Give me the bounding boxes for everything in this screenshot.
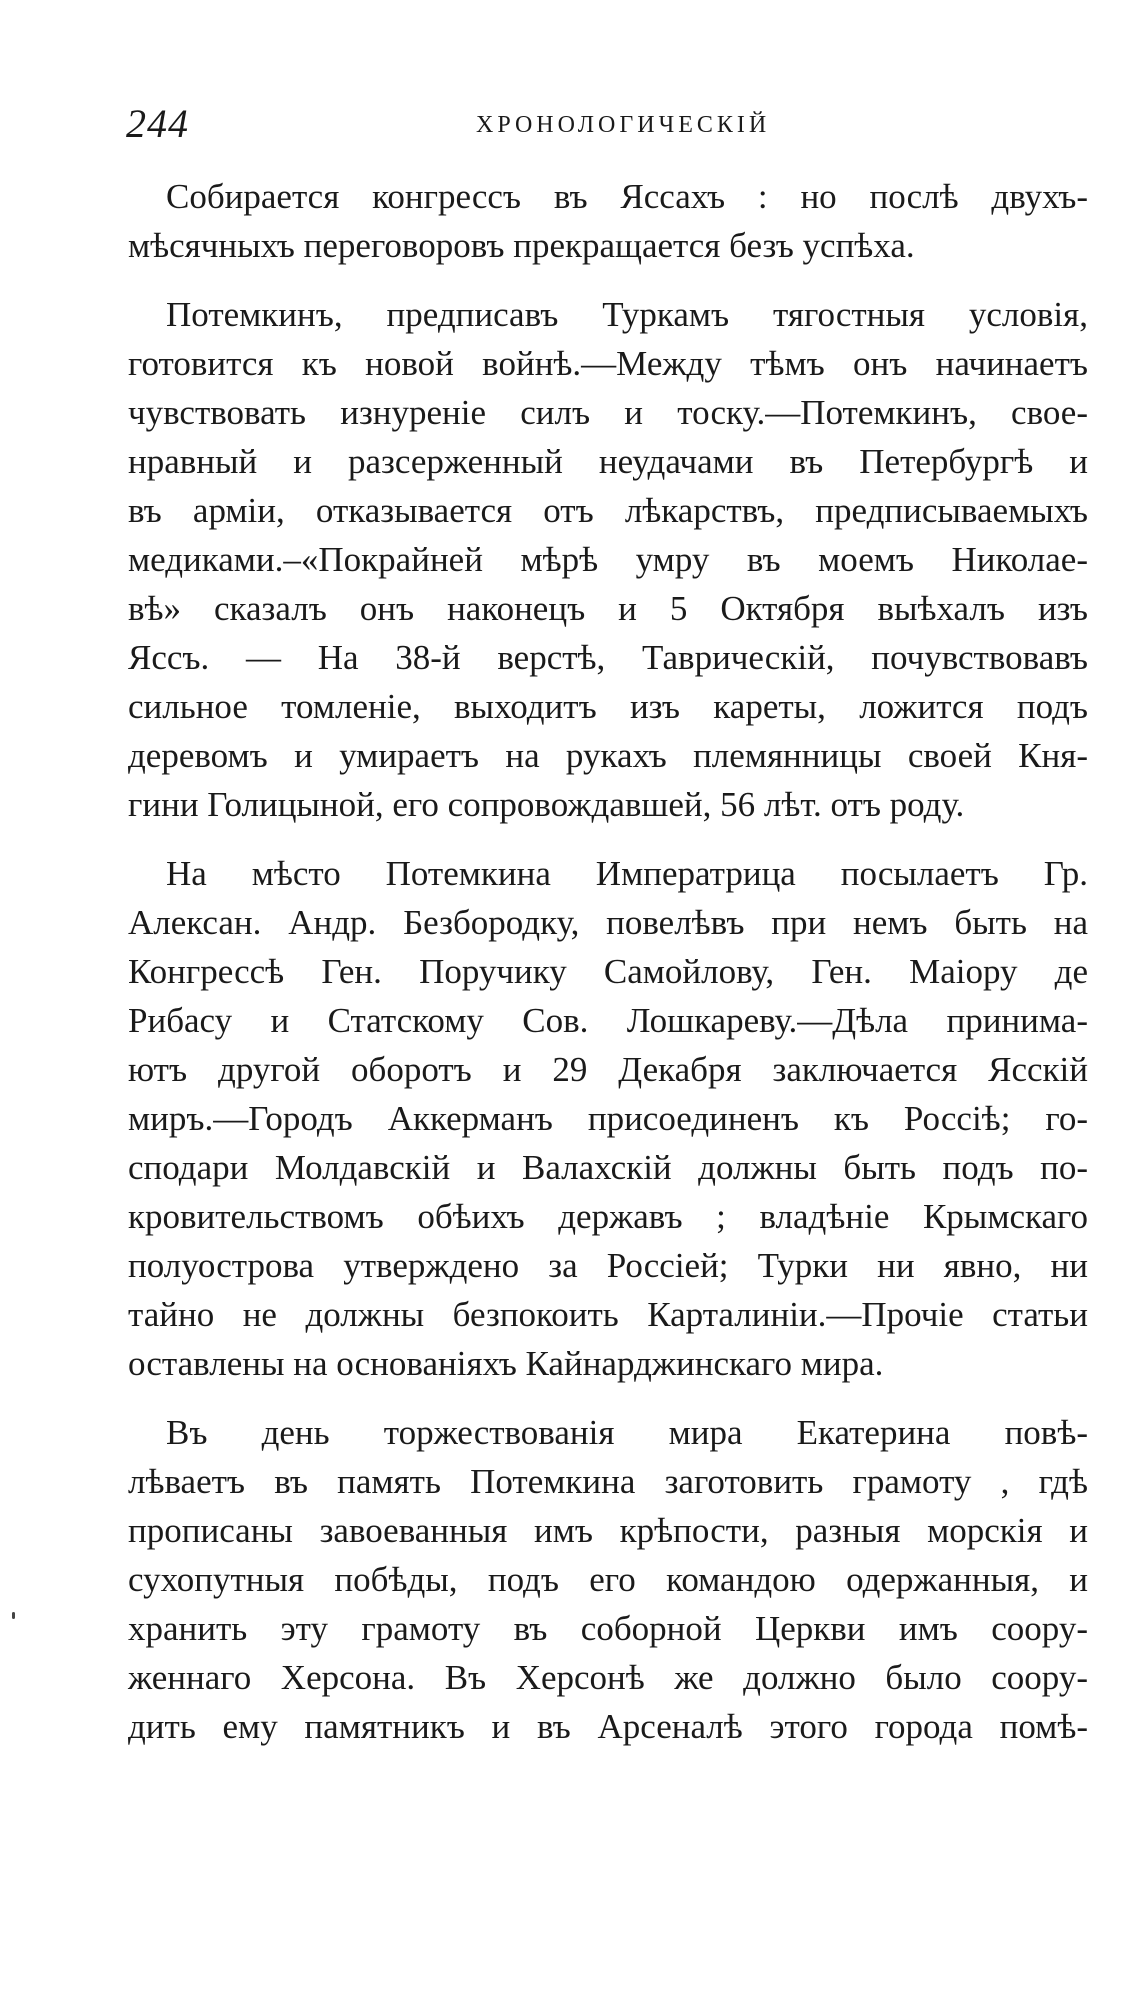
text-line: сухопутныя побѣды, подъ его командою одержанныя, и — [128, 1560, 1088, 1599]
page-header — [126, 100, 1086, 150]
text-line: нравный и разсерженный неудачами въ Петербургѣ и — [128, 442, 1088, 481]
text-line: въ арміи, отказывается отъ лѣкарствъ, предписываемыхъ — [128, 491, 1088, 530]
text-line: прописаны завоеванныя имъ крѣпости, разныя морскія и — [128, 1511, 1088, 1550]
text-line: Рибасу и Статскому Сов. Лошкареву.—Дѣла принима- — [128, 1001, 1088, 1040]
text-line: Потемкинъ, предписавъ Туркамъ тягостныя условія, — [166, 295, 1088, 334]
text-line: Собирается конгрессъ въ Яссахъ : но послѣ двухъ- — [166, 177, 1088, 216]
text-line: деревомъ и умираетъ на рукахъ племянницы своей Кня- — [128, 736, 1088, 775]
text-line: готовится къ новой войнѣ.—Между тѣмъ онъ начинаетъ — [128, 344, 1088, 383]
text-line: сильное томленіе, выходитъ изъ кареты, ложится подъ — [128, 687, 1088, 726]
text-line: оставлены на основаніяхъ Кайнарджинскаго мира. — [128, 1344, 884, 1383]
text-line: полуострова утверждено за Россіей; Турки ни явно, ни — [128, 1246, 1088, 1285]
text-line: сподари Молдавскій и Валахскій должны быть подъ по- — [128, 1148, 1088, 1187]
text-line: Алексан. Андр. Безбородку, повелѣвъ при немъ быть на — [128, 903, 1088, 942]
text-line: Яссъ. — На 38-й верстѣ, Таврическій, почувствовавъ — [128, 638, 1088, 677]
text-line: миръ.—Городъ Аккерманъ присоединенъ къ Россіѣ; го- — [128, 1099, 1088, 1138]
page-number: 244 — [126, 101, 189, 146]
paragraph-1 — [128, 172, 1088, 270]
text-line: ютъ другой оборотъ и 29 Декабря заключается Ясскій — [128, 1050, 1088, 1089]
paragraph-4 — [128, 1408, 1088, 1751]
print-speck — [12, 1612, 15, 1619]
paragraph-3 — [128, 849, 1088, 1388]
text-line: женнаго Херсона. Въ Херсонѣ же должно было соору- — [128, 1658, 1088, 1697]
text-line: На мѣсто Потемкина Императрица посылаетъ Гр. — [166, 854, 1088, 893]
text-line: мѣсячныхъ переговоровъ прекращается безъ успѣха. — [128, 226, 915, 265]
text-line: вѣ» сказалъ онъ наконецъ и 5 Октября выѣхалъ изъ — [128, 589, 1088, 628]
text-line: лѣваетъ въ память Потемкина заготовить грамоту , гдѣ — [128, 1462, 1088, 1501]
text-line: медиками.–«Покрайней мѣрѣ умру въ моемъ Николае- — [128, 540, 1088, 579]
text-line: гини Голицыной, его сопровождавшей, 56 лѣт. отъ роду. — [128, 785, 965, 824]
paragraph-2 — [128, 290, 1088, 829]
running-head: ХРОНОЛОГИЧЕСКІЙ — [476, 112, 771, 138]
text-line: чувствовать изнуреніе силъ и тоску.—Потемкинъ, свое- — [128, 393, 1088, 432]
body-text — [128, 172, 1088, 1751]
text-line: дить ему памятникъ и въ Арсеналѣ этого города помѣ- — [128, 1707, 1088, 1746]
text-line: кровительствомъ обѣихъ державъ ; владѣніе Крымскаго — [128, 1197, 1088, 1236]
text-line: Въ день торжествованія мира Екатерина повѣ- — [166, 1413, 1088, 1452]
text-line: хранить эту грамоту въ соборной Церкви имъ соору- — [128, 1609, 1088, 1648]
text-line: тайно не должны безпокоить Карталиніи.—Прочіе статьи — [128, 1295, 1088, 1334]
text-line: Конгрессѣ Ген. Поручику Самойлову, Ген. Маіору де — [128, 952, 1088, 991]
